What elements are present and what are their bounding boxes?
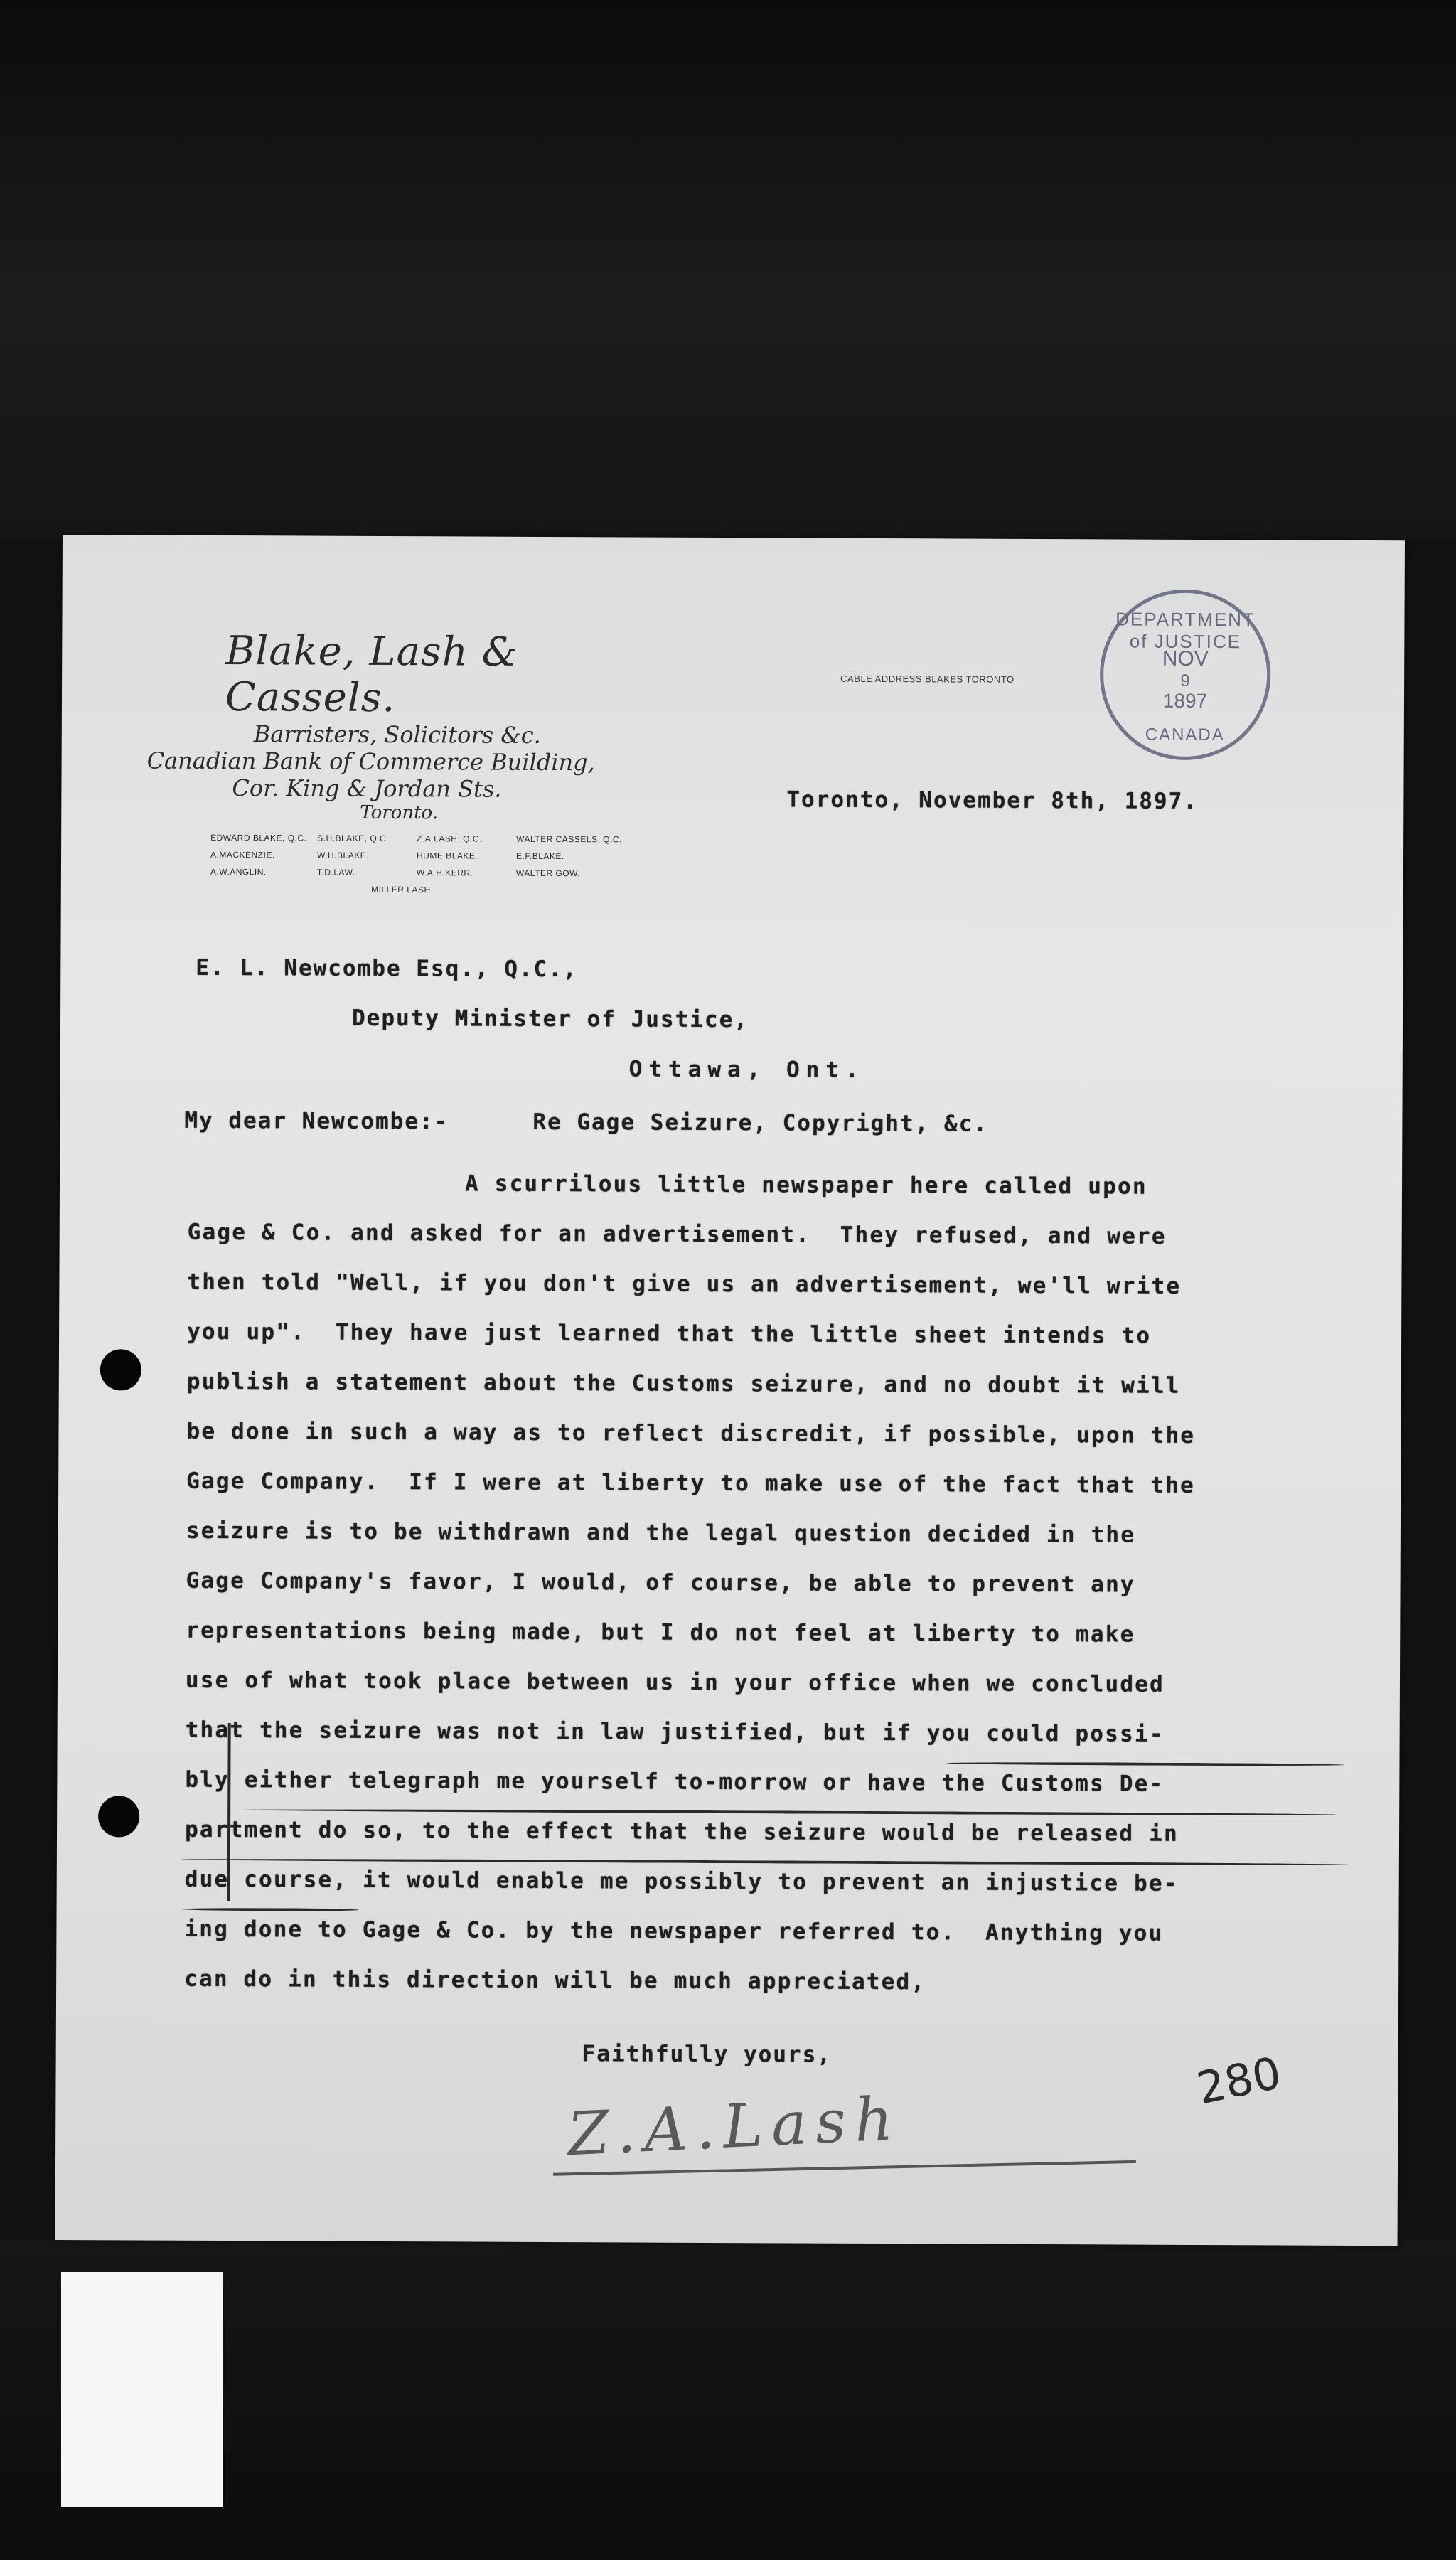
received-stamp <box>1100 589 1271 760</box>
partner-name: A.MACKENZIE. <box>210 849 275 860</box>
salutation: My dear Newcombe:- <box>184 1107 449 1135</box>
partner-name-last: MILLER LASH. <box>371 884 434 895</box>
body-line: due course, it would enable me possibly to prevent an injustice be- <box>184 1866 1179 1897</box>
white-label-tab <box>61 2272 223 2507</box>
partner-name: A.W.ANGLIN. <box>210 866 267 878</box>
body-line: seizure is to be withdrawn and the legal question decided in the <box>186 1518 1136 1548</box>
letter-body <box>184 1158 1368 2009</box>
pencil-side-bracket <box>228 1723 237 1901</box>
partner-name: WALTER GOW. <box>515 868 581 879</box>
recipient-city: Ottawa, Ont. <box>628 1056 865 1083</box>
body-line: then told "Well, if you don't give us an advertisement, we'll write <box>187 1269 1182 1299</box>
partner-name: EDWARD BLAKE, Q.C. <box>210 832 307 843</box>
firm-building: Canadian Bank of Commerce Building, <box>146 747 595 777</box>
partner-name: HUME BLAKE. <box>417 850 478 861</box>
recipient-name: E. L. Newcombe Esq., Q.C., <box>196 954 578 983</box>
body-line: be done in such a way as to reflect discredit, if possible, upon the <box>186 1418 1196 1449</box>
body-line: representations being made, but I do not feel at liberty to make <box>186 1617 1135 1648</box>
body-line: Gage & Co. and asked for an advertisement. They refused, and were <box>187 1219 1167 1249</box>
closing: Faithfully yours, <box>582 2041 833 2068</box>
body-line: bly either telegraph me yourself to-morrow or have the Customs De- <box>185 1766 1165 1797</box>
stamp-ring-top: DEPARTMENT of JUSTICE <box>1115 608 1256 653</box>
partner-list <box>210 833 658 896</box>
cable-address: CABLE ADDRESS BLAKES TORONTO <box>840 673 1015 685</box>
signature: Z.A.Lash <box>565 2083 904 2170</box>
stamp-year: 1897 <box>1162 689 1208 713</box>
firm-city: Toronto. <box>360 801 439 824</box>
body-line: that the seizure was not in law justified, but if you could possi- <box>185 1717 1165 1747</box>
firm-name: Blake, Lash & Cassels. <box>225 628 518 722</box>
body-line: can do in this direction will be much appreciated, <box>184 1966 926 1995</box>
partner-name: Z.A.LASH, Q.C. <box>417 833 482 844</box>
recipient-title: Deputy Minister of Justice, <box>351 1005 749 1033</box>
scan-background-top <box>0 0 1456 540</box>
partner-name: WALTER CASSELS, Q.C. <box>516 833 622 845</box>
partner-name: W.A.H.KERR. <box>416 868 473 878</box>
firm-profession: Barristers, Solicitors &c. <box>253 720 541 749</box>
partner-name: T.D.LAW. <box>316 867 355 878</box>
subject-line: Re Gage Seizure, Copyright, &c. <box>532 1109 989 1137</box>
body-line: partment do so, to the effect that the seizure would be released in <box>184 1816 1179 1847</box>
stamp-day: 9 <box>1180 671 1190 690</box>
body-line: Gage Company's favor, I would, of course, be able to prevent any <box>186 1567 1135 1598</box>
stamp-month: NOV <box>1162 646 1209 671</box>
punch-hole-upper <box>100 1349 141 1390</box>
letterhead <box>146 628 660 896</box>
body-line: A scurrilous little newspaper here called upon <box>464 1170 1147 1200</box>
partner-name: E.F.BLAKE. <box>516 850 564 862</box>
body-line: publish a statement about the Customs seizure, and no doubt it will <box>186 1368 1181 1399</box>
body-line: use of what took place between us in your office when we concluded <box>185 1667 1165 1697</box>
partner-name: W.H.BLAKE. <box>317 850 370 860</box>
punch-hole-lower <box>98 1796 139 1837</box>
letter-page <box>55 535 1405 2246</box>
file-number: 280 <box>1192 2046 1286 2115</box>
body-line: you up". They have just learned that the little sheet intends to <box>187 1318 1152 1349</box>
stamp-ring-bottom: CANADA <box>1145 725 1225 745</box>
partner-name: S.H.BLAKE, Q.C. <box>317 833 390 844</box>
firm-corner: Cor. King & Jordan Sts. <box>232 774 502 803</box>
body-line: ing done to Gage & Co. by the newspaper referred to. Anything you <box>184 1916 1164 1946</box>
body-line: Gage Company. If I were at liberty to make use of the fact that the <box>186 1468 1195 1498</box>
letter-date: Toronto, November 8th, 1897. <box>786 786 1199 814</box>
